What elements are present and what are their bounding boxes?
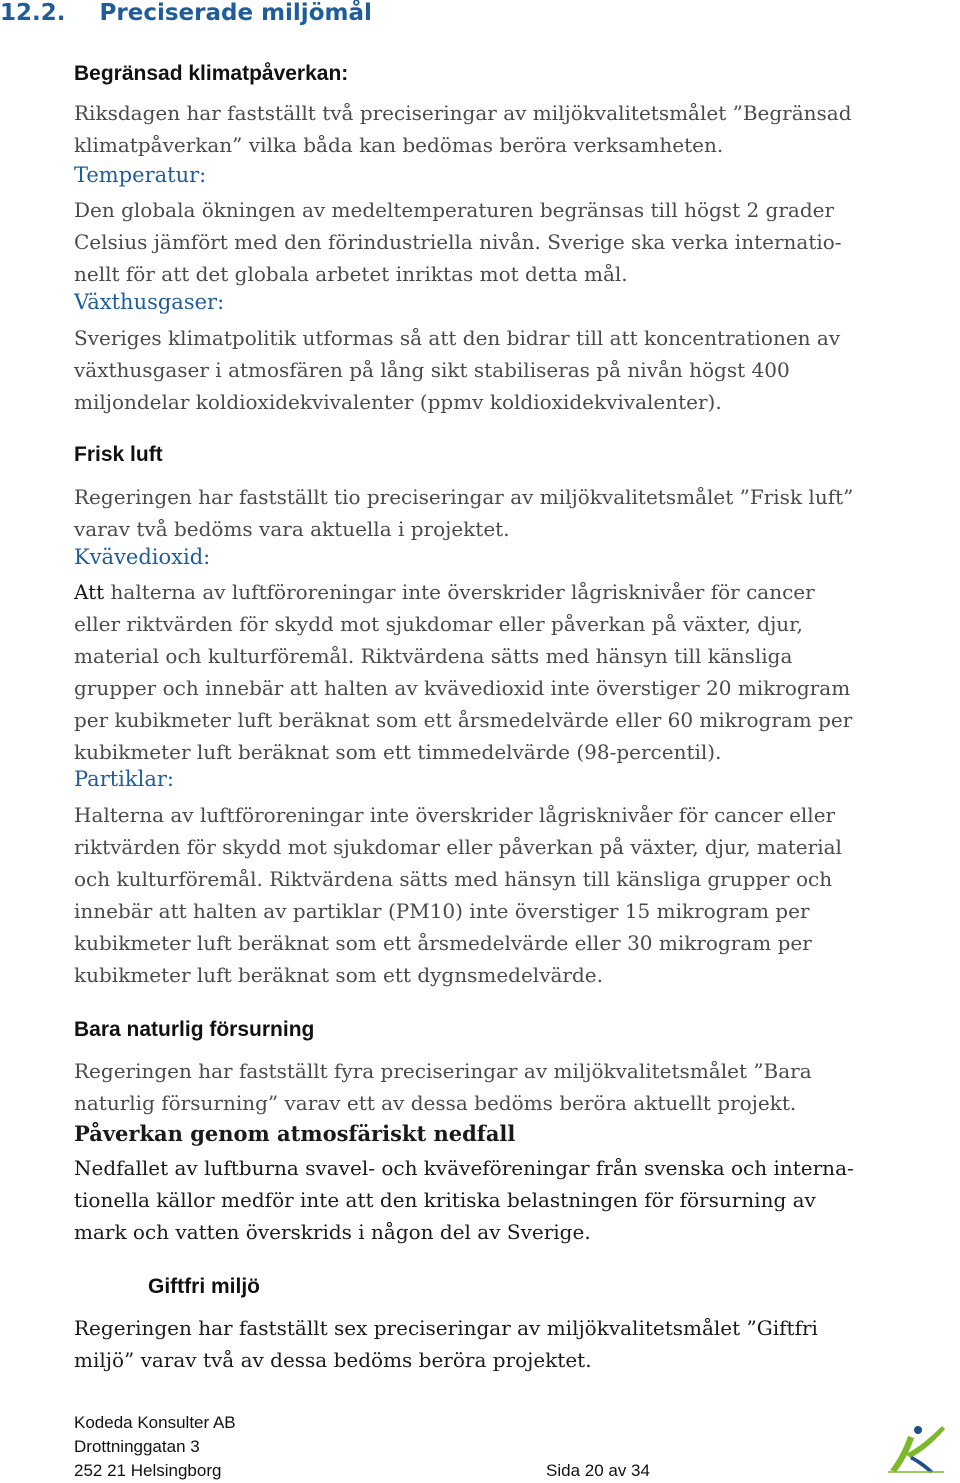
nedfall-label: Påverkan genom atmosfäriskt nedfall — [74, 1121, 516, 1146]
text-line: Regeringen har fastställt fyra preciseringar av miljökvalitetsmålet ”Bara — [74, 1059, 812, 1083]
text-line: grupper och innebär att halten av kvävedioxid inte överstiger 20 mikrogram — [74, 676, 851, 700]
text-span: halterna av luftföroreningar inte överskrider lågrisknivåer för cancer — [104, 580, 815, 604]
luft-intro — [74, 481, 853, 545]
text-word: Att — [74, 580, 105, 604]
text-line: mark och vatten överskrids i någon del av Sverige. — [74, 1220, 591, 1244]
giftfri-intro — [74, 1312, 818, 1376]
forsurning-intro — [74, 1055, 812, 1119]
temperatur-label: Temperatur: — [74, 163, 207, 187]
footer-address — [74, 1411, 236, 1483]
text-line — [74, 576, 852, 608]
kvavedioxid-text — [74, 576, 852, 768]
text-line: innebär att halten av partiklar (PM10) inte överstiger 15 mikrogram per — [74, 899, 810, 923]
section-title: Preciserade miljömål — [99, 0, 372, 26]
footer-city: 252 21 Helsingborg — [74, 1461, 222, 1480]
text-line: varav två bedöms vara aktuella i projektet. — [74, 517, 510, 541]
giftfri-heading: Giftfri miljö — [148, 1275, 260, 1298]
vaxthusgaser-text — [74, 322, 840, 418]
nedfall-text — [74, 1152, 854, 1248]
text-line: Nedfallet av luftburna svavel- och kväveföreningar från svenska och interna- — [74, 1156, 854, 1180]
temperatur-text — [74, 194, 842, 290]
text-line: Den globala ökningen av medeltemperaturen begränsas till högst 2 grader — [74, 198, 835, 222]
text-line: material och kulturföremål. Riktvärdena sätts med hänsyn till känsliga — [74, 644, 793, 668]
kvavedioxid-label: Kvävedioxid: — [74, 545, 211, 569]
luft-heading: Frisk luft — [74, 443, 163, 466]
vaxthusgaser-label: Växthusgaser: — [74, 290, 225, 314]
text-line: tionella källor medför inte att den kritiska belastningen för försurning av — [74, 1188, 816, 1212]
text-line: Regeringen har fastställt tio preciseringar av miljökvalitetsmålet ”Frisk luft” — [74, 485, 854, 509]
section-heading — [0, 0, 372, 26]
text-line: nellt för att det globala arbetet inriktas mot detta mål. — [74, 262, 628, 286]
text-line: Celsius jämfört med den förindustriella nivån. Sverige ska verka internatio- — [74, 230, 842, 254]
forsurning-heading: Bara naturlig försurning — [74, 1018, 315, 1041]
text-line: kubikmeter luft beräknat som ett årsmedelvärde eller 30 mikrogram per — [74, 931, 812, 955]
text-line: växthusgaser i atmosfären på lång sikt stabiliseras på nivån högst 400 — [74, 358, 790, 382]
text-line: eller riktvärden för skydd mot sjukdomar eller påverkan på växter, djur, — [74, 612, 803, 636]
text-line: miljondelar koldioxidekvivalenter (ppmv koldioxidekvivalenter). — [74, 390, 722, 414]
kodeda-logo-icon — [884, 1420, 948, 1474]
text-line: Halterna av luftföroreningar inte överskrider lågrisknivåer för cancer eller — [74, 803, 836, 827]
text-line: naturlig försurning” varav ett av dessa bedöms beröra aktuellt projekt. — [74, 1091, 797, 1115]
footer-page-number: Sida 20 av 34 — [546, 1461, 650, 1480]
klimat-intro — [74, 97, 852, 161]
text-line: miljö” varav två av dessa bedöms beröra projektet. — [74, 1348, 592, 1372]
text-line: Riksdagen har fastställt två preciseringar av miljökvalitetsmålet ”Begränsad — [74, 101, 852, 125]
text-line: riktvärden för skydd mot sjukdomar eller påverkan på växter, djur, material — [74, 835, 842, 859]
section-number: 12.2. — [0, 0, 66, 26]
footer-street: Drottninggatan 3 — [74, 1437, 200, 1456]
text-line: kubikmeter luft beräknat som ett dygnsmedelvärde. — [74, 963, 603, 987]
text-line: klimatpåverkan” vilka båda kan bedömas beröra verksamheten. — [74, 133, 724, 157]
text-line: Sveriges klimatpolitik utformas så att den bidrar till att koncentrationen av — [74, 326, 841, 350]
text-line: och kulturföremål. Riktvärdena sätts med hänsyn till känsliga grupper och — [74, 867, 833, 891]
footer-company: Kodeda Konsulter AB — [74, 1413, 236, 1432]
partiklar-text — [74, 799, 842, 991]
text-line: Regeringen har fastställt sex preciseringar av miljökvalitetsmålet ”Giftfri — [74, 1316, 818, 1340]
klimat-heading: Begränsad klimatpåverkan: — [74, 62, 349, 85]
text-line: kubikmeter luft beräknat som ett timmedelvärde (98-percentil). — [74, 740, 722, 764]
text-line: per kubikmeter luft beräknat som ett årsmedelvärde eller 60 mikrogram per — [74, 708, 853, 732]
partiklar-label: Partiklar: — [74, 767, 174, 791]
